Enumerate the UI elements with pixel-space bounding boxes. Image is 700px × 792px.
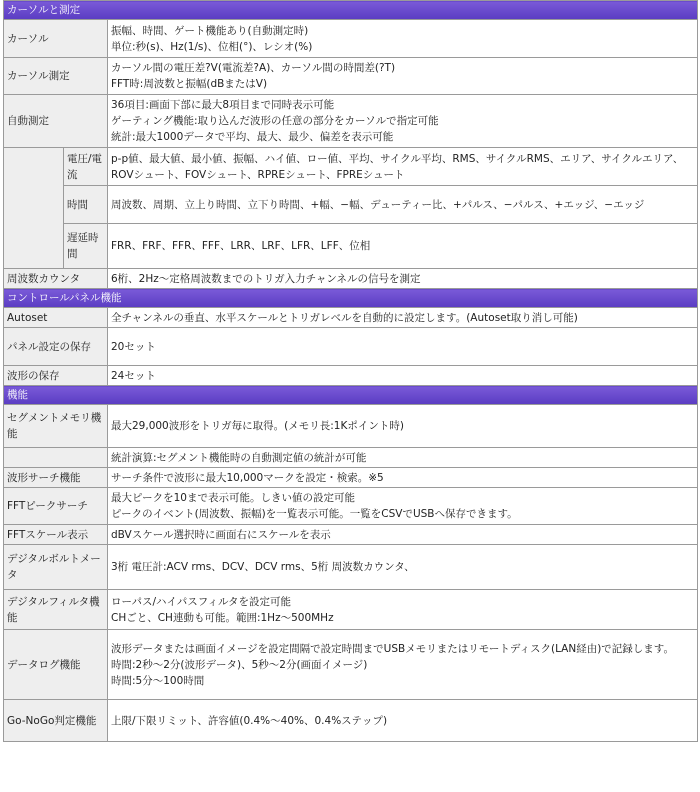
sublabel-time: 時間 — [64, 186, 108, 224]
value-segment: 最大29,000波形をトリガ毎に取得。(メモリ長:1Kポイント時) — [108, 405, 698, 448]
value-line: カーソル間の電圧差?V(電流差?A)、カーソル間の時間差(?T) — [111, 62, 396, 74]
label-fft-scale: FFTスケール表示 — [4, 525, 108, 545]
value-line: 振幅、時間、ゲート機能あり(自動測定時) — [111, 24, 309, 37]
sublabel-voltage: 電圧/電流 — [64, 148, 108, 186]
value-auto-measure — [108, 95, 698, 148]
label-wave-search: 波形サーチ機能 — [4, 468, 108, 488]
value-line: 36項目:画面下部に最大8項目まで同時表示可能 — [111, 99, 335, 111]
value-datalog — [108, 630, 698, 700]
section-header-functions: 機能 — [4, 386, 698, 405]
value-wave-search: サーチ条件で波形に最大10,000マークを設定・検索。※5 — [108, 468, 698, 488]
spec-table — [3, 0, 698, 742]
value-line: ゲーティング機能:取り込んだ波形の任意の部分をカーソルで指定可能 — [111, 115, 439, 127]
value-line: CHごと、CH連動も可能。範囲:1Hz〜500MHz — [111, 611, 334, 624]
value-gonogo: 上限/下限リミット、許容値(0.4%〜40%、0.4%ステップ) — [108, 700, 698, 742]
value-line: 波形データまたは画面イメージを設定間隔で設定時間までUSBメモリまたはリモートディスク(LAN経由)で記録します。 — [111, 642, 674, 655]
value-line: 時間:2秒〜2分(波形データ)、5秒〜2分(画面イメージ) — [111, 658, 368, 671]
value-freq-counter: 6桁、2Hz〜定格周波数までのトリガ入力チャンネルの信号を測定 — [108, 269, 698, 289]
value-time: 周波数、周期、立上り時間、立下り時間、+幅、−幅、デューティー比、+パルス、−パルス、+エッジ、−エッジ — [108, 186, 698, 224]
label-auto-measure: 自動測定 — [4, 95, 108, 148]
section-header-control-panel: コントロールパネル機能 — [4, 289, 698, 308]
sublabel-delay: 遅延時間 — [64, 224, 108, 269]
label-dvm: デジタルボルトメータ — [4, 545, 108, 590]
label-segment-stats — [4, 448, 108, 468]
value-panel-save: 20セット — [108, 328, 698, 366]
label-autoset: Autoset — [4, 308, 108, 328]
value-wave-save: 24セット — [108, 366, 698, 386]
value-cursor-measure — [108, 58, 698, 95]
value-digital-filter — [108, 590, 698, 630]
value-voltage: p-p値、最大値、最小値、振幅、ハイ値、ロー値、平均、サイクル平均、RMS、サイクルRMS、エリア、サイクルエリア、ROVシュート、FOVシュート、RPREシュート、FPREシュート — [108, 148, 698, 186]
value-line: 時間:5分〜100時間 — [111, 674, 205, 687]
label-digital-filter: デジタルフィルタ機能 — [4, 590, 108, 630]
value-line: ローパス/ハイパスフィルタを設定可能 — [111, 595, 292, 608]
value-line: ピークのイベント(周波数、振幅)を一覧表示可能。一覧をCSVでUSBへ保存できます。 — [111, 508, 518, 520]
label-panel-save: パネル設定の保存 — [4, 328, 108, 366]
value-line: FFT時:周波数と振幅(dBまたはV) — [111, 78, 268, 90]
section-header-cursor-measure: カーソルと測定 — [4, 1, 698, 20]
value-cursor — [108, 20, 698, 58]
label-freq-counter: 周波数カウンタ — [4, 269, 108, 289]
value-segment-stats: 統計演算:セグメント機能時の自動測定値の統計が可能 — [108, 448, 698, 468]
label-auto-measure-items — [4, 148, 64, 269]
label-gonogo: Go-NoGo判定機能 — [4, 700, 108, 742]
value-autoset: 全チャンネルの垂直、水平スケールとトリガレベルを自動的に設定します。(Autoset取り消し可能) — [108, 308, 698, 328]
label-cursor-measure: カーソル測定 — [4, 58, 108, 95]
label-datalog: データログ機能 — [4, 630, 108, 700]
value-line: 最大ピークを10まで表示可能。しきい値の設定可能 — [111, 492, 355, 504]
value-dvm: 3桁 電圧計:ACV rms、DCV、DCV rms、5桁 周波数カウンタ、 — [108, 545, 698, 590]
value-line: 単位:秒(s)、Hz(1/s)、位相(°)、レシオ(%) — [111, 40, 313, 53]
value-delay: FRR、FRF、FFR、FFF、LRR、LRF、LFR、LFF、位相 — [108, 224, 698, 269]
label-fft-peak: FFTピークサーチ — [4, 488, 108, 525]
value-fft-peak — [108, 488, 698, 525]
value-fft-scale: dBVスケール選択時に画面右にスケールを表示 — [108, 525, 698, 545]
label-cursor: カーソル — [4, 20, 108, 58]
label-segment: セグメントメモリ機能 — [4, 405, 108, 448]
label-wave-save: 波形の保存 — [4, 366, 108, 386]
value-line: 統計:最大1000データで平均、最大、最少、偏差を表示可能 — [111, 131, 394, 143]
